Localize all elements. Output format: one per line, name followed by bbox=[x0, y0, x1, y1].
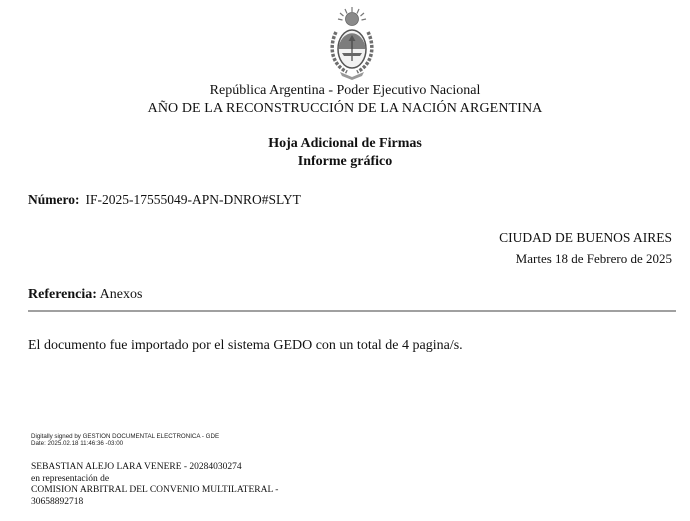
document-number-value: IF-2025-17555049-APN-DNRO#SLYT bbox=[85, 192, 301, 207]
document-number bbox=[28, 192, 301, 208]
city: CIUDAD DE BUENOS AIRES bbox=[499, 230, 672, 245]
signer-name: SEBASTIAN ALEJO LARA VENERE - 20284030274 bbox=[31, 462, 242, 472]
year-motto-line: AÑO DE LA RECONSTRUCCIÓN DE LA NACIÓN ARGENTINA bbox=[147, 101, 543, 116]
signer-id: 30658892718 bbox=[31, 496, 84, 507]
government-header-line: República Argentina - Poder Ejecutivo Nacional bbox=[209, 83, 481, 98]
body-text: El documento fue importado por el sistema GEDO con un total de 4 pagina/s. bbox=[28, 338, 463, 353]
document-date: Martes 18 de Febrero de 2025 bbox=[515, 251, 672, 266]
signer-role: en representación de bbox=[31, 473, 110, 484]
document-number-label: Número: bbox=[28, 192, 80, 207]
reference-label: Referencia: bbox=[28, 287, 97, 302]
reference bbox=[28, 287, 142, 303]
argentina-coat-of-arms-icon bbox=[327, 6, 377, 81]
digital-signature-stamp bbox=[31, 433, 219, 447]
divider bbox=[28, 310, 676, 312]
digital-signature-signed-by: Digitally signed by GESTION DOCUMENTAL ELECTRONICA - GDE bbox=[31, 433, 220, 440]
signer-block bbox=[31, 462, 278, 508]
document-subtitle: Informe gráfico bbox=[297, 154, 393, 169]
reference-value: Anexos bbox=[99, 287, 143, 302]
document-title: Hoja Adicional de Firmas bbox=[268, 136, 422, 151]
signer-organization: COMISION ARBITRAL DEL CONVENIO MULTILATERAL - bbox=[31, 485, 279, 495]
digital-signature-date: Date: 2025.02.18 11:46:36 -03:00 bbox=[31, 440, 124, 447]
